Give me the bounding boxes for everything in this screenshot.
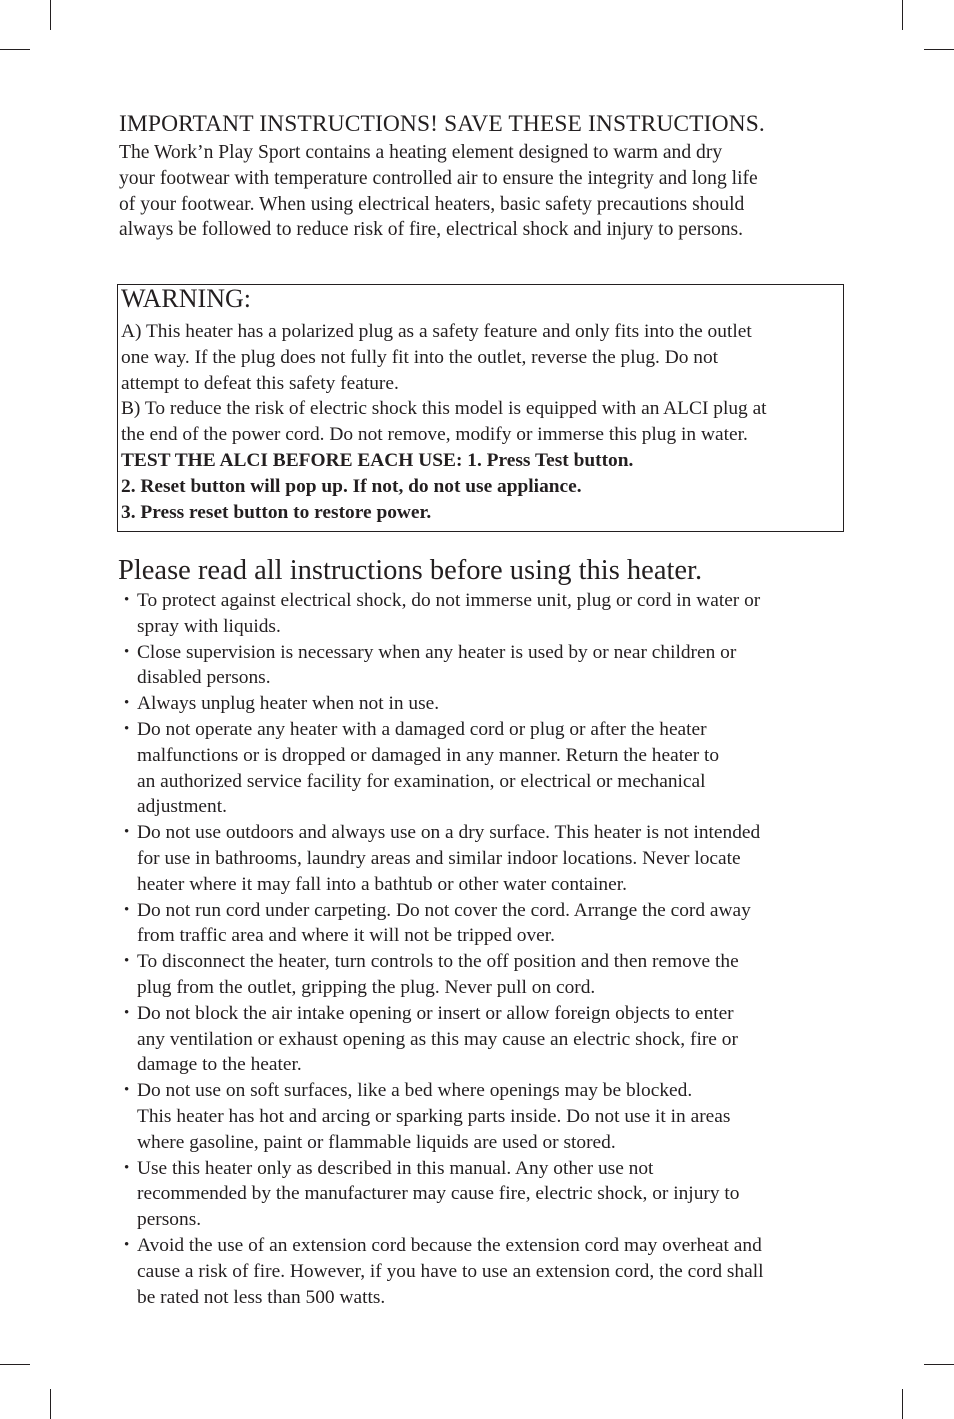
bullet-line: Do not run cord under carpeting. Do not cover the cord. Arrange the cord away (137, 899, 751, 921)
bullet-line: persons. (137, 1209, 202, 1231)
bullet-line: Do not use on soft surfaces, like a bed where openings may be blocked. (137, 1080, 693, 1102)
bullet-line: This heater has hot and arcing or sparking parts inside. Do not use it in areas (137, 1105, 731, 1127)
bullet-line: Close supervision is necessary when any heater is used by or near children or (137, 641, 737, 663)
crop-mark-top-left-vertical (50, 0, 51, 30)
crop-mark-bottom-right-horizontal (924, 1364, 954, 1365)
safety-bullet-item (124, 588, 844, 640)
bullet-line: for use in bathrooms, laundry areas and similar indoor locations. Never locate (137, 847, 741, 869)
intro-line: always be followed to reduce risk of fire, electrical shock and injury to persons. (119, 219, 744, 241)
bullet-line: To protect against electrical shock, do not immerse unit, plug or cord in water or (137, 590, 761, 611)
safety-bullet-item (124, 640, 844, 692)
crop-mark-top-left-horizontal (0, 49, 30, 50)
bullet-line: plug from the outlet, gripping the plug. Never pull on cord. (137, 976, 596, 998)
bullet-line: malfunctions or is dropped or damaged in any manner. Return the heater to (137, 744, 720, 766)
bullet-line: adjustment. (137, 796, 227, 818)
intro-line: your footwear with temperature controlled air to ensure the integrity and long life (119, 167, 758, 189)
bullet-icon: • (124, 720, 130, 737)
warning-body (121, 319, 767, 525)
safety-bullet-item (124, 898, 844, 950)
safety-bullet-item (124, 1156, 844, 1233)
warning-line: A) This heater has a polarized plug as a safety feature and only fits into the outlet (121, 321, 752, 342)
important-instructions-heading: IMPORTANT INSTRUCTIONS! SAVE THESE INSTRUCTIONS. (119, 111, 765, 137)
bullet-line: from traffic area and where it will not be tripped over. (137, 925, 555, 947)
safety-bullet-item (124, 1078, 844, 1155)
alci-test-step: 3. Press reset button to restore power. (121, 501, 432, 523)
bullet-line: disabled persons. (137, 667, 271, 689)
crop-mark-top-right-horizontal (924, 49, 954, 50)
bullet-line: damage to the heater. (137, 1054, 302, 1076)
warning-line: attempt to defeat this safety feature. (121, 372, 399, 394)
intro-paragraph (119, 140, 879, 243)
safety-bullet-item (124, 1001, 844, 1078)
safety-bullet-item (124, 691, 844, 717)
intro-line: of your footwear. When using electrical heaters, basic safety precautions should (119, 193, 745, 215)
bullet-line: spray with liquids. (137, 615, 281, 637)
bullet-line: Do not operate any heater with a damaged cord or plug or after the heater (137, 718, 707, 740)
read-instructions-heading: Please read all instructions before using this heater. (118, 555, 703, 586)
crop-mark-bottom-left-horizontal (0, 1364, 30, 1365)
bullet-icon: • (124, 1236, 130, 1253)
bullet-icon: • (124, 1004, 130, 1021)
bullet-icon: • (124, 643, 130, 660)
crop-mark-bottom-left-vertical (50, 1389, 51, 1419)
warning-line: the end of the power cord. Do not remove, modify or immerse this plug in water. (121, 424, 748, 446)
bullet-line: Use this heater only as described in this manual. Any other use not (137, 1157, 654, 1179)
bullet-icon: • (124, 901, 130, 918)
alci-test-step: TEST THE ALCI BEFORE EACH USE: 1. Press Test button. (121, 449, 634, 471)
safety-bullet-item (124, 717, 844, 820)
crop-mark-bottom-right-vertical (902, 1389, 903, 1419)
bullet-icon: • (124, 695, 130, 712)
warning-line: one way. If the plug does not fully fit into the outlet, reverse the plug. Do not (121, 346, 719, 368)
safety-bullet-item (124, 1233, 844, 1310)
bullet-line: where gasoline, paint or flammable liquids are used or stored. (137, 1131, 616, 1153)
bullet-icon: • (124, 1159, 130, 1176)
safety-bullet-item (124, 949, 844, 1001)
bullet-line: any ventilation or exhaust opening as this may cause an electric shock, fire or (137, 1028, 738, 1050)
crop-mark-top-right-vertical (902, 0, 903, 30)
bullet-line: cause a risk of fire. However, if you have to use an extension cord, the cord shall (137, 1260, 764, 1282)
bullet-icon: • (124, 1082, 130, 1099)
bullet-line: Avoid the use of an extension cord because the extension cord may overheat and (137, 1234, 762, 1256)
warning-line: B) To reduce the risk of electric shock this model is equipped with an ALCI plug at (121, 398, 767, 420)
alci-test-step: 2. Reset button will pop up. If not, do not use appliance. (121, 475, 582, 497)
bullet-line: To disconnect the heater, turn controls to the off position and then remove the (137, 951, 739, 973)
bullet-line: heater where it may fall into a bathtub or other water container. (137, 873, 627, 895)
safety-bullet-item (124, 820, 844, 897)
bullet-line: Always unplug heater when not in use. (137, 693, 440, 715)
safety-bullet-list (124, 588, 844, 1310)
bullet-icon: • (124, 592, 130, 608)
intro-line: The Work’n Play Sport contains a heating element designed to warm and dry (119, 142, 723, 163)
bullet-line: Do not use outdoors and always use on a dry surface. This heater is not intended (137, 822, 761, 844)
bullet-icon: • (124, 953, 130, 970)
bullet-line: be rated not less than 500 watts. (137, 1286, 386, 1308)
warning-title: WARNING: (121, 284, 251, 313)
bullet-line: Do not block the air intake opening or insert or allow foreign objects to enter (137, 1002, 734, 1024)
bullet-line: an authorized service facility for examination, or electrical or mechanical (137, 770, 706, 792)
bullet-icon: • (124, 824, 130, 841)
bullet-line: recommended by the manufacturer may cause fire, electric shock, or injury to (137, 1183, 740, 1205)
